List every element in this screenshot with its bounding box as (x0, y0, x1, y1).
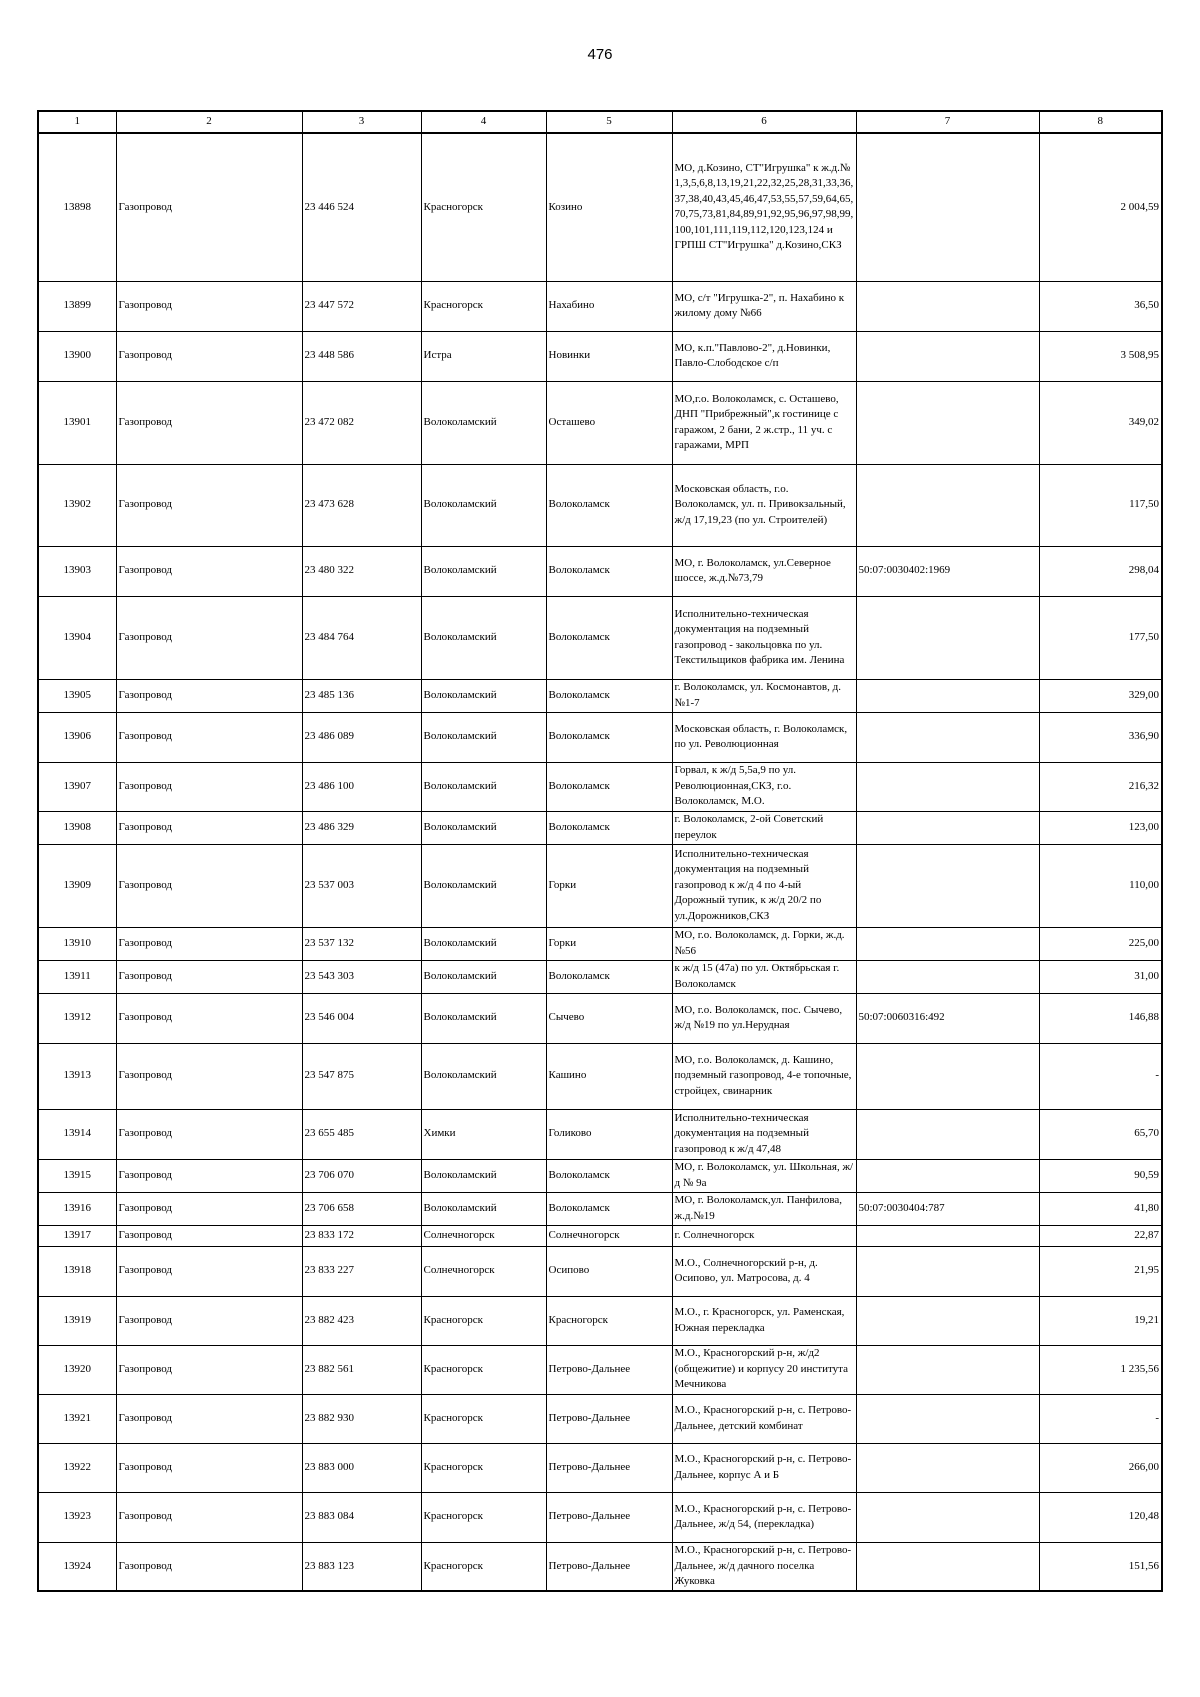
table-row (38, 331, 1162, 381)
cell-length-value: 123,00 (1039, 811, 1162, 844)
cell-object-name: Газопровод (116, 133, 302, 281)
cell-locality: Петрово-Дальнее (546, 1345, 672, 1394)
cell-cadastral-number (856, 596, 1039, 679)
table-row (38, 1443, 1162, 1492)
table-row (38, 281, 1162, 331)
cell-inventory-number: 23 706 070 (302, 1159, 421, 1192)
cell-locality: Нахабино (546, 281, 672, 331)
cell-district: Волоколамский (421, 993, 546, 1043)
cell-length-value: - (1039, 1394, 1162, 1443)
table-row (38, 844, 1162, 927)
cell-row-number: 13901 (38, 381, 116, 464)
cell-length-value: 336,90 (1039, 712, 1162, 762)
cell-cadastral-number: 50:07:0030402:1969 (856, 546, 1039, 596)
cell-cadastral-number (856, 1443, 1039, 1492)
cell-length-value: 146,88 (1039, 993, 1162, 1043)
cell-district: Волоколамский (421, 464, 546, 546)
cell-object-name: Газопровод (116, 381, 302, 464)
cell-row-number: 13905 (38, 679, 116, 712)
cell-locality: Волоколамск (546, 1159, 672, 1192)
cell-district: Волоколамский (421, 712, 546, 762)
cell-address: МО, г.о. Волоколамск, пос. Сычево, ж/д №19 по ул.Нерудная (672, 993, 856, 1043)
cell-district: Красногорск (421, 281, 546, 331)
cell-locality: Петрово-Дальнее (546, 1443, 672, 1492)
cell-cadastral-number (856, 712, 1039, 762)
table-row (38, 1246, 1162, 1296)
column-number: 1 (38, 111, 116, 133)
cell-object-name: Газопровод (116, 1043, 302, 1109)
cell-length-value: 41,80 (1039, 1192, 1162, 1225)
cell-cadastral-number (856, 281, 1039, 331)
table-row (38, 679, 1162, 712)
cell-cadastral-number (856, 1345, 1039, 1394)
table-row (38, 811, 1162, 844)
cell-object-name: Газопровод (116, 1192, 302, 1225)
cell-length-value: 120,48 (1039, 1492, 1162, 1542)
cell-object-name: Газопровод (116, 1443, 302, 1492)
cell-address: Горвал, к ж/д 5,5а,9 по ул. Революционная,СКЗ, г.о. Волоколамск, М.О. (672, 762, 856, 811)
table-row (38, 1159, 1162, 1192)
cell-district: Волоколамский (421, 844, 546, 927)
cell-length-value: 22,87 (1039, 1225, 1162, 1246)
table-row (38, 1043, 1162, 1109)
table-row (38, 993, 1162, 1043)
cell-length-value: 177,50 (1039, 596, 1162, 679)
cell-address: МО, с/т "Игрушка-2", п. Нахабино к жилому дому №66 (672, 281, 856, 331)
cell-locality: Новинки (546, 331, 672, 381)
cell-address: Московская область, г. Волоколамск, по ул. Революционная (672, 712, 856, 762)
cell-row-number: 13914 (38, 1109, 116, 1159)
table-row (38, 596, 1162, 679)
cell-inventory-number: 23 486 089 (302, 712, 421, 762)
cell-length-value: 90,59 (1039, 1159, 1162, 1192)
cell-locality: Волоколамск (546, 712, 672, 762)
cell-inventory-number: 23 537 132 (302, 927, 421, 960)
cell-locality: Волоколамск (546, 811, 672, 844)
cell-address: МО, г. Волоколамск,ул. Панфилова, ж.д.№19 (672, 1192, 856, 1225)
cell-district: Волоколамский (421, 1043, 546, 1109)
cell-address: Исполнительно-техническая документация на подземный газопровод к ж/д 4 по 4-ый Дорожный тупик, к ж/д 20/2 по ул.Дорожников,СКЗ (672, 844, 856, 927)
cell-length-value: 3 508,95 (1039, 331, 1162, 381)
cell-locality: Петрово-Дальнее (546, 1492, 672, 1542)
column-number: 3 (302, 111, 421, 133)
cell-object-name: Газопровод (116, 1159, 302, 1192)
cell-row-number: 13913 (38, 1043, 116, 1109)
table-row (38, 1542, 1162, 1591)
cell-inventory-number: 23 486 100 (302, 762, 421, 811)
cell-object-name: Газопровод (116, 1492, 302, 1542)
cell-locality: Петрово-Дальнее (546, 1394, 672, 1443)
table-row (38, 1492, 1162, 1542)
cell-cadastral-number (856, 133, 1039, 281)
cell-district: Волоколамский (421, 1192, 546, 1225)
cell-length-value: 225,00 (1039, 927, 1162, 960)
table-row (38, 960, 1162, 993)
cell-cadastral-number (856, 464, 1039, 546)
cell-locality: Волоколамск (546, 1192, 672, 1225)
cell-district: Красногорск (421, 1492, 546, 1542)
cell-inventory-number: 23 486 329 (302, 811, 421, 844)
cell-length-value: 19,21 (1039, 1296, 1162, 1345)
cell-address: г. Волоколамск, 2-ой Советский переулок (672, 811, 856, 844)
cell-cadastral-number (856, 381, 1039, 464)
cell-cadastral-number: 50:07:0030404:787 (856, 1192, 1039, 1225)
cell-locality: Козино (546, 133, 672, 281)
cell-address: М.О., Красногорский р-н, с. Петрово-Дальнее, ж/д дачного поселка Жуковка (672, 1542, 856, 1591)
cell-district: Красногорск (421, 1296, 546, 1345)
cell-address: МО,г.о. Волоколамск, с. Осташево, ДНП "Прибрежный",к гостинице с гаражом, 2 бани, 2 ж.стр., 11 уч. с гаражами, МРП (672, 381, 856, 464)
table-row (38, 762, 1162, 811)
cell-cadastral-number (856, 1246, 1039, 1296)
cell-row-number: 13916 (38, 1192, 116, 1225)
table-row (38, 546, 1162, 596)
cell-address: Исполнительно-техническая документация на подземный газопровод - закольцовка по ул. Текстильщиков фабрика им. Ленина (672, 596, 856, 679)
cell-address: М.О., Красногорский р-н, с. Петрово-Дальнее, детский комбинат (672, 1394, 856, 1443)
page-number: 476 (587, 46, 613, 63)
cell-locality: Горки (546, 844, 672, 927)
cell-row-number: 13909 (38, 844, 116, 927)
cell-object-name: Газопровод (116, 844, 302, 927)
table-row (38, 381, 1162, 464)
cell-locality: Осипово (546, 1246, 672, 1296)
cell-length-value: 329,00 (1039, 679, 1162, 712)
cell-inventory-number: 23 833 227 (302, 1246, 421, 1296)
cell-object-name: Газопровод (116, 927, 302, 960)
cell-length-value: 110,00 (1039, 844, 1162, 927)
cell-object-name: Газопровод (116, 762, 302, 811)
cell-cadastral-number (856, 811, 1039, 844)
cell-district: Солнечногорск (421, 1246, 546, 1296)
cell-object-name: Газопровод (116, 993, 302, 1043)
cell-address: МО, г.о. Волоколамск, д. Кашино, подземный газопровод, 4-е топочные, стройцех, свинарник (672, 1043, 856, 1109)
table-row (38, 1109, 1162, 1159)
cell-inventory-number: 23 473 628 (302, 464, 421, 546)
cell-inventory-number: 23 546 004 (302, 993, 421, 1043)
cell-row-number: 13907 (38, 762, 116, 811)
cell-length-value: 21,95 (1039, 1246, 1162, 1296)
cell-cadastral-number (856, 844, 1039, 927)
cell-row-number: 13924 (38, 1542, 116, 1591)
cell-inventory-number: 23 485 136 (302, 679, 421, 712)
cell-address: МО, д.Козино, СТ"Игрушка" к ж.д.№ 1,3,5,6,8,13,19,21,22,32,25,28,31,33,36,37,38,40,43,45,46,47,53,55,57,59,64,65,70,75,73,81,84,89,91,92,95,96,97,98,99,100,101,111,119,112,120,123,124 и ГРПШ СТ"Игрушка" д.Козино,СКЗ (672, 133, 856, 281)
cell-cadastral-number (856, 1394, 1039, 1443)
cell-cadastral-number (856, 1043, 1039, 1109)
cell-cadastral-number (856, 331, 1039, 381)
cell-row-number: 13917 (38, 1225, 116, 1246)
table-row (38, 133, 1162, 281)
cell-object-name: Газопровод (116, 1394, 302, 1443)
table-row (38, 927, 1162, 960)
column-number: 4 (421, 111, 546, 133)
column-number: 6 (672, 111, 856, 133)
cell-district: Красногорск (421, 1345, 546, 1394)
cell-address: МО, к.п."Павлово-2", д.Новинки, Павло-Слободское с/п (672, 331, 856, 381)
table-row (38, 1296, 1162, 1345)
cell-object-name: Газопровод (116, 1345, 302, 1394)
cell-inventory-number: 23 472 082 (302, 381, 421, 464)
cell-district: Волоколамский (421, 1159, 546, 1192)
cell-inventory-number: 23 882 423 (302, 1296, 421, 1345)
cell-locality: Солнечногорск (546, 1225, 672, 1246)
cell-object-name: Газопровод (116, 1225, 302, 1246)
registry-body (38, 111, 1162, 1591)
cell-district: Волоколамский (421, 762, 546, 811)
cell-inventory-number: 23 706 658 (302, 1192, 421, 1225)
cell-row-number: 13899 (38, 281, 116, 331)
cell-inventory-number: 23 537 003 (302, 844, 421, 927)
cell-inventory-number: 23 446 524 (302, 133, 421, 281)
cell-district: Красногорск (421, 133, 546, 281)
cell-locality: Сычево (546, 993, 672, 1043)
cell-row-number: 13922 (38, 1443, 116, 1492)
cell-address: Московская область, г.о. Волоколамск, ул. п. Привокзальный, ж/д 17,19,23 (по ул. Строителей) (672, 464, 856, 546)
cell-address: МО, г. Волоколамск, ул.Северное шоссе, ж.д.№73,79 (672, 546, 856, 596)
cell-locality: Волоколамск (546, 464, 672, 546)
cell-cadastral-number (856, 762, 1039, 811)
cell-locality: Красногорск (546, 1296, 672, 1345)
table-row (38, 464, 1162, 546)
cell-length-value: 2 004,59 (1039, 133, 1162, 281)
cell-object-name: Газопровод (116, 1542, 302, 1591)
cell-district: Волоколамский (421, 927, 546, 960)
cell-length-value: 266,00 (1039, 1443, 1162, 1492)
cell-district: Волоколамский (421, 679, 546, 712)
cell-length-value: 151,56 (1039, 1542, 1162, 1591)
cell-address: М.О., г. Красногорск, ул. Раменская, Южная перекладка (672, 1296, 856, 1345)
column-number-row (38, 111, 1162, 133)
cell-inventory-number: 23 882 561 (302, 1345, 421, 1394)
cell-object-name: Газопровод (116, 1109, 302, 1159)
cell-locality: Волоколамск (546, 960, 672, 993)
cell-cadastral-number (856, 1109, 1039, 1159)
cell-row-number: 13918 (38, 1246, 116, 1296)
cell-cadastral-number (856, 679, 1039, 712)
cell-address: Исполнительно-техническая документация на подземный газопровод к ж/д 47,48 (672, 1109, 856, 1159)
cell-row-number: 13915 (38, 1159, 116, 1192)
cell-row-number: 13904 (38, 596, 116, 679)
cell-locality: Горки (546, 927, 672, 960)
column-number: 7 (856, 111, 1039, 133)
table-row (38, 1192, 1162, 1225)
cell-length-value: 31,00 (1039, 960, 1162, 993)
cell-object-name: Газопровод (116, 679, 302, 712)
cell-district: Химки (421, 1109, 546, 1159)
cell-cadastral-number (856, 1225, 1039, 1246)
cell-inventory-number: 23 447 572 (302, 281, 421, 331)
cell-cadastral-number (856, 1542, 1039, 1591)
cell-inventory-number: 23 883 000 (302, 1443, 421, 1492)
cell-address: М.О., Красногорский р-н, с. Петрово-Дальнее, корпус А и Б (672, 1443, 856, 1492)
column-number: 2 (116, 111, 302, 133)
cell-object-name: Газопровод (116, 464, 302, 546)
table-row (38, 1225, 1162, 1246)
cell-address: М.О., Красногорский р-н, с. Петрово-Дальнее, ж/д 54, (перекладка) (672, 1492, 856, 1542)
cell-object-name: Газопровод (116, 1246, 302, 1296)
cell-district: Красногорск (421, 1542, 546, 1591)
cell-address: М.О., Солнечногорский р-н, д. Осипово, ул. Матросова, д. 4 (672, 1246, 856, 1296)
cell-district: Солнечногорск (421, 1225, 546, 1246)
cell-length-value: - (1039, 1043, 1162, 1109)
cell-object-name: Газопровод (116, 1296, 302, 1345)
cell-row-number: 13903 (38, 546, 116, 596)
cell-inventory-number: 23 484 764 (302, 596, 421, 679)
cell-object-name: Газопровод (116, 281, 302, 331)
cell-locality: Кашино (546, 1043, 672, 1109)
table-row (38, 1345, 1162, 1394)
cell-row-number: 13910 (38, 927, 116, 960)
cell-address: М.О., Красногорский р-н, ж/д2 (общежитие) и корпусу 20 института Мечникова (672, 1345, 856, 1394)
cell-address: г. Солнечногорск (672, 1225, 856, 1246)
column-number: 5 (546, 111, 672, 133)
cell-row-number: 13923 (38, 1492, 116, 1542)
cell-inventory-number: 23 882 930 (302, 1394, 421, 1443)
cell-row-number: 13919 (38, 1296, 116, 1345)
cell-district: Красногорск (421, 1443, 546, 1492)
cell-row-number: 13908 (38, 811, 116, 844)
cell-row-number: 13906 (38, 712, 116, 762)
cell-district: Волоколамский (421, 960, 546, 993)
cell-inventory-number: 23 883 084 (302, 1492, 421, 1542)
cell-inventory-number: 23 547 875 (302, 1043, 421, 1109)
cell-inventory-number: 23 480 322 (302, 546, 421, 596)
cell-district: Волоколамский (421, 596, 546, 679)
cell-locality: Петрово-Дальнее (546, 1542, 672, 1591)
cell-object-name: Газопровод (116, 811, 302, 844)
cell-length-value: 117,50 (1039, 464, 1162, 546)
cell-row-number: 13920 (38, 1345, 116, 1394)
column-number: 8 (1039, 111, 1162, 133)
table-row (38, 1394, 1162, 1443)
cell-row-number: 13911 (38, 960, 116, 993)
cell-cadastral-number (856, 927, 1039, 960)
cell-district: Волоколамский (421, 381, 546, 464)
cell-cadastral-number: 50:07:0060316:492 (856, 993, 1039, 1043)
cell-inventory-number: 23 883 123 (302, 1542, 421, 1591)
cell-length-value: 65,70 (1039, 1109, 1162, 1159)
cell-address: к ж/д 15 (47а) по ул. Октябрьская г. Волоколамск (672, 960, 856, 993)
cell-address: МО, г. Волоколамск, ул. Школьная, ж/д № 9а (672, 1159, 856, 1192)
cell-locality: Волоколамск (546, 596, 672, 679)
cell-length-value: 36,50 (1039, 281, 1162, 331)
cell-address: МО, г.о. Волоколамск, д. Горки, ж.д.№56 (672, 927, 856, 960)
cell-district: Волоколамский (421, 811, 546, 844)
cell-inventory-number: 23 833 172 (302, 1225, 421, 1246)
registry-table (37, 110, 1163, 1592)
cell-locality: Голиково (546, 1109, 672, 1159)
cell-cadastral-number (856, 1492, 1039, 1542)
cell-district: Волоколамский (421, 546, 546, 596)
cell-row-number: 13898 (38, 133, 116, 281)
cell-inventory-number: 23 543 303 (302, 960, 421, 993)
cell-length-value: 349,02 (1039, 381, 1162, 464)
cell-row-number: 13902 (38, 464, 116, 546)
cell-length-value: 298,04 (1039, 546, 1162, 596)
cell-district: Истра (421, 331, 546, 381)
cell-locality: Волоколамск (546, 762, 672, 811)
cell-row-number: 13921 (38, 1394, 116, 1443)
cell-length-value: 216,32 (1039, 762, 1162, 811)
table-row (38, 712, 1162, 762)
cell-length-value: 1 235,56 (1039, 1345, 1162, 1394)
cell-object-name: Газопровод (116, 596, 302, 679)
cell-object-name: Газопровод (116, 960, 302, 993)
cell-row-number: 13900 (38, 331, 116, 381)
cell-locality: Волоколамск (546, 546, 672, 596)
cell-object-name: Газопровод (116, 331, 302, 381)
cell-cadastral-number (856, 960, 1039, 993)
cell-object-name: Газопровод (116, 546, 302, 596)
cell-row-number: 13912 (38, 993, 116, 1043)
cell-address: г. Волоколамск, ул. Космонавтов, д. №1-7 (672, 679, 856, 712)
cell-object-name: Газопровод (116, 712, 302, 762)
cell-locality: Волоколамск (546, 679, 672, 712)
cell-district: Красногорск (421, 1394, 546, 1443)
cell-locality: Осташево (546, 381, 672, 464)
cell-inventory-number: 23 655 485 (302, 1109, 421, 1159)
cell-cadastral-number (856, 1159, 1039, 1192)
cell-cadastral-number (856, 1296, 1039, 1345)
cell-inventory-number: 23 448 586 (302, 331, 421, 381)
